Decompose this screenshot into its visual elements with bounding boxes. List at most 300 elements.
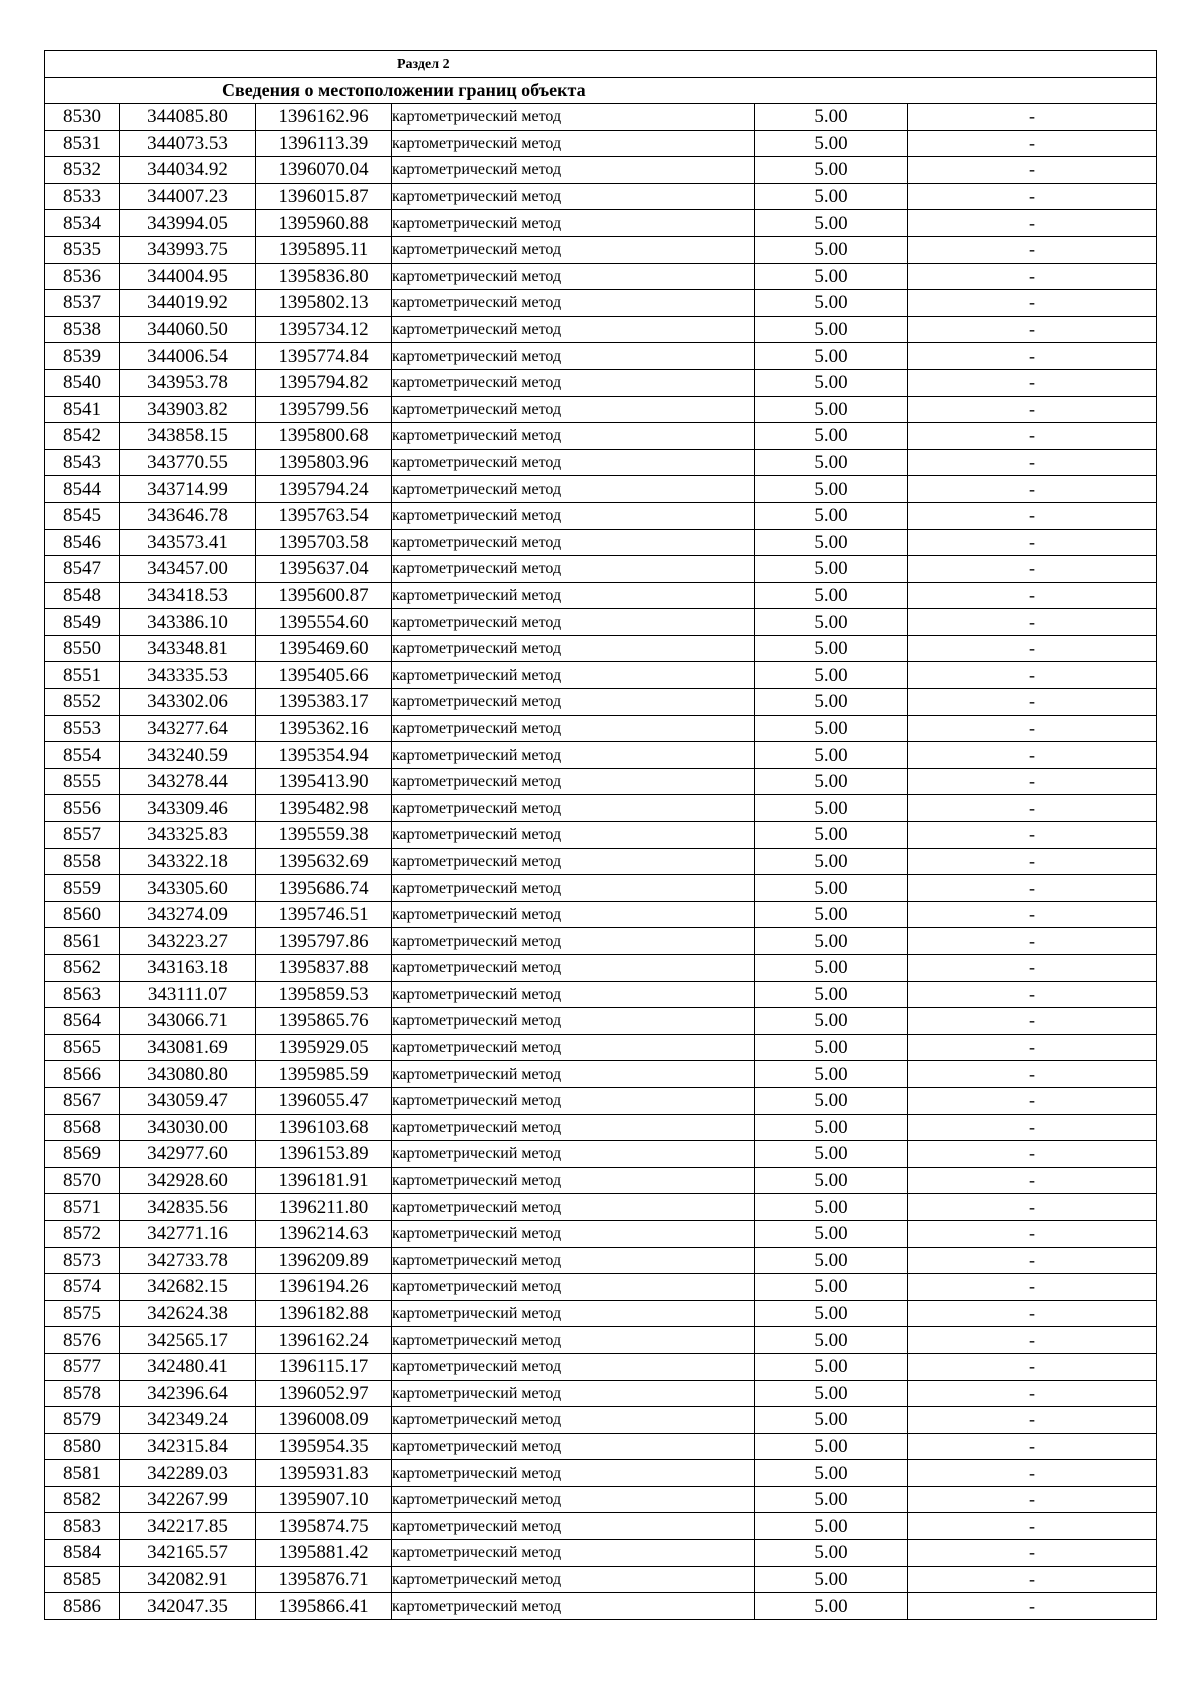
method-cell: картометрический метод	[392, 795, 755, 822]
description-cell: -	[908, 1540, 1157, 1567]
method-cell: картометрический метод	[392, 1486, 755, 1513]
section-label: Раздел 2	[45, 51, 1157, 78]
table-row	[45, 396, 1157, 423]
y-coordinate-cell: 1396214.63	[256, 1220, 392, 1247]
x-coordinate-cell: 342349.24	[120, 1407, 256, 1434]
x-coordinate-cell: 343770.55	[120, 449, 256, 476]
method-cell: картометрический метод	[392, 1061, 755, 1088]
y-coordinate-cell: 1395763.54	[256, 502, 392, 529]
description-cell: -	[908, 1274, 1157, 1301]
accuracy-cell: 5.00	[755, 423, 908, 450]
point-number-cell: 8536	[45, 263, 120, 290]
accuracy-cell: 5.00	[755, 1061, 908, 1088]
point-number-cell: 8532	[45, 157, 120, 184]
method-cell: картометрический метод	[392, 901, 755, 928]
accuracy-cell: 5.00	[755, 1593, 908, 1620]
method-cell: картометрический метод	[392, 582, 755, 609]
method-cell: картометрический метод	[392, 1167, 755, 1194]
method-cell: картометрический метод	[392, 1114, 755, 1141]
x-coordinate-cell: 343348.81	[120, 635, 256, 662]
table-row	[45, 1327, 1157, 1354]
y-coordinate-cell: 1395686.74	[256, 875, 392, 902]
y-coordinate-cell: 1396070.04	[256, 157, 392, 184]
x-coordinate-cell: 343030.00	[120, 1114, 256, 1141]
accuracy-cell: 5.00	[755, 901, 908, 928]
point-number-cell: 8550	[45, 635, 120, 662]
description-cell: -	[908, 1593, 1157, 1620]
method-cell: картометрический метод	[392, 1034, 755, 1061]
x-coordinate-cell: 343457.00	[120, 556, 256, 583]
accuracy-cell: 5.00	[755, 502, 908, 529]
table-row	[45, 742, 1157, 769]
accuracy-cell: 5.00	[755, 183, 908, 210]
y-coordinate-cell: 1395600.87	[256, 582, 392, 609]
y-coordinate-cell: 1395774.84	[256, 343, 392, 370]
y-coordinate-cell: 1395907.10	[256, 1486, 392, 1513]
accuracy-cell: 5.00	[755, 449, 908, 476]
x-coordinate-cell: 343993.75	[120, 236, 256, 263]
description-cell: -	[908, 901, 1157, 928]
method-cell: картометрический метод	[392, 1274, 755, 1301]
x-coordinate-cell: 342977.60	[120, 1141, 256, 1168]
description-cell: -	[908, 1167, 1157, 1194]
table-row	[45, 1433, 1157, 1460]
point-number-cell: 8540	[45, 369, 120, 396]
point-number-cell: 8575	[45, 1300, 120, 1327]
description-cell: -	[908, 263, 1157, 290]
accuracy-cell: 5.00	[755, 396, 908, 423]
x-coordinate-cell: 343274.09	[120, 901, 256, 928]
accuracy-cell: 5.00	[755, 635, 908, 662]
point-number-cell: 8573	[45, 1247, 120, 1274]
table-row	[45, 1300, 1157, 1327]
y-coordinate-cell: 1395469.60	[256, 635, 392, 662]
method-cell: картометрический метод	[392, 689, 755, 716]
accuracy-cell: 5.00	[755, 1540, 908, 1567]
table-row	[45, 1540, 1157, 1567]
table-row	[45, 1008, 1157, 1035]
accuracy-cell: 5.00	[755, 1247, 908, 1274]
description-cell: -	[908, 609, 1157, 636]
method-cell: картометрический метод	[392, 343, 755, 370]
table-row	[45, 1194, 1157, 1221]
table-row	[45, 795, 1157, 822]
description-cell: -	[908, 449, 1157, 476]
y-coordinate-cell: 1396008.09	[256, 1407, 392, 1434]
accuracy-cell: 5.00	[755, 662, 908, 689]
y-coordinate-cell: 1395865.76	[256, 1008, 392, 1035]
description-cell: -	[908, 316, 1157, 343]
point-number-cell: 8563	[45, 981, 120, 1008]
point-number-cell: 8546	[45, 529, 120, 556]
point-number-cell: 8569	[45, 1141, 120, 1168]
x-coordinate-cell: 343386.10	[120, 609, 256, 636]
accuracy-cell: 5.00	[755, 1274, 908, 1301]
description-cell: -	[908, 210, 1157, 237]
table-row	[45, 689, 1157, 716]
x-coordinate-cell: 344019.92	[120, 290, 256, 317]
table-row	[45, 1380, 1157, 1407]
boundary-coordinates-table	[44, 50, 1157, 1620]
x-coordinate-cell: 343302.06	[120, 689, 256, 716]
accuracy-cell: 5.00	[755, 955, 908, 982]
method-cell: картометрический метод	[392, 742, 755, 769]
method-cell: картометрический метод	[392, 1566, 755, 1593]
x-coordinate-cell: 342217.85	[120, 1513, 256, 1540]
description-cell: -	[908, 1460, 1157, 1487]
point-number-cell: 8572	[45, 1220, 120, 1247]
description-cell: -	[908, 529, 1157, 556]
x-coordinate-cell: 343309.46	[120, 795, 256, 822]
accuracy-cell: 5.00	[755, 1353, 908, 1380]
y-coordinate-cell: 1396055.47	[256, 1087, 392, 1114]
method-cell: картометрический метод	[392, 1540, 755, 1567]
y-coordinate-cell: 1395383.17	[256, 689, 392, 716]
method-cell: картометрический метод	[392, 1141, 755, 1168]
table-row	[45, 290, 1157, 317]
description-cell: -	[908, 423, 1157, 450]
method-cell: картометрический метод	[392, 1513, 755, 1540]
point-number-cell: 8584	[45, 1540, 120, 1567]
y-coordinate-cell: 1395703.58	[256, 529, 392, 556]
description-cell: -	[908, 476, 1157, 503]
method-cell: картометрический метод	[392, 955, 755, 982]
y-coordinate-cell: 1395931.83	[256, 1460, 392, 1487]
description-cell: -	[908, 1114, 1157, 1141]
description-cell: -	[908, 715, 1157, 742]
y-coordinate-cell: 1396015.87	[256, 183, 392, 210]
table-row	[45, 1486, 1157, 1513]
y-coordinate-cell: 1395482.98	[256, 795, 392, 822]
description-cell: -	[908, 689, 1157, 716]
point-number-cell: 8557	[45, 822, 120, 849]
table-row	[45, 1513, 1157, 1540]
method-cell: картометрический метод	[392, 449, 755, 476]
point-number-cell: 8581	[45, 1460, 120, 1487]
description-cell: -	[908, 157, 1157, 184]
x-coordinate-cell: 342682.15	[120, 1274, 256, 1301]
description-cell: -	[908, 1194, 1157, 1221]
y-coordinate-cell: 1396181.91	[256, 1167, 392, 1194]
description-cell: -	[908, 662, 1157, 689]
x-coordinate-cell: 342165.57	[120, 1540, 256, 1567]
y-coordinate-cell: 1395797.86	[256, 928, 392, 955]
accuracy-cell: 5.00	[755, 263, 908, 290]
point-number-cell: 8568	[45, 1114, 120, 1141]
point-number-cell: 8577	[45, 1353, 120, 1380]
x-coordinate-cell: 343066.71	[120, 1008, 256, 1035]
description-cell: -	[908, 848, 1157, 875]
point-number-cell: 8554	[45, 742, 120, 769]
description-cell: -	[908, 502, 1157, 529]
method-cell: картометрический метод	[392, 822, 755, 849]
description-cell: -	[908, 1486, 1157, 1513]
description-cell: -	[908, 955, 1157, 982]
table-row	[45, 1407, 1157, 1434]
accuracy-cell: 5.00	[755, 476, 908, 503]
method-cell: картометрический метод	[392, 556, 755, 583]
x-coordinate-cell: 342315.84	[120, 1433, 256, 1460]
table-row	[45, 1460, 1157, 1487]
table-row	[45, 848, 1157, 875]
table-row	[45, 822, 1157, 849]
point-number-cell: 8565	[45, 1034, 120, 1061]
point-number-cell: 8583	[45, 1513, 120, 1540]
method-cell: картометрический метод	[392, 130, 755, 157]
method-cell: картометрический метод	[392, 1327, 755, 1354]
method-cell: картометрический метод	[392, 316, 755, 343]
table-row	[45, 343, 1157, 370]
point-number-cell: 8559	[45, 875, 120, 902]
y-coordinate-cell: 1396115.17	[256, 1353, 392, 1380]
point-number-cell: 8566	[45, 1061, 120, 1088]
point-number-cell: 8586	[45, 1593, 120, 1620]
method-cell: картометрический метод	[392, 1087, 755, 1114]
description-cell: -	[908, 104, 1157, 131]
method-cell: картометрический метод	[392, 1353, 755, 1380]
table-row	[45, 210, 1157, 237]
x-coordinate-cell: 343714.99	[120, 476, 256, 503]
point-number-cell: 8530	[45, 104, 120, 131]
method-cell: картометрический метод	[392, 1380, 755, 1407]
method-cell: картометрический метод	[392, 1008, 755, 1035]
accuracy-cell: 5.00	[755, 582, 908, 609]
accuracy-cell: 5.00	[755, 290, 908, 317]
x-coordinate-cell: 343111.07	[120, 981, 256, 1008]
x-coordinate-cell: 342565.17	[120, 1327, 256, 1354]
point-number-cell: 8574	[45, 1274, 120, 1301]
point-number-cell: 8582	[45, 1486, 120, 1513]
point-number-cell: 8551	[45, 662, 120, 689]
x-coordinate-cell: 343418.53	[120, 582, 256, 609]
table-row	[45, 104, 1157, 131]
method-cell: картометрический метод	[392, 715, 755, 742]
method-cell: картометрический метод	[392, 423, 755, 450]
table-row	[45, 556, 1157, 583]
x-coordinate-cell: 344007.23	[120, 183, 256, 210]
description-cell: -	[908, 928, 1157, 955]
table-row	[45, 476, 1157, 503]
y-coordinate-cell: 1396162.96	[256, 104, 392, 131]
method-cell: картометрический метод	[392, 157, 755, 184]
method-cell: картометрический метод	[392, 104, 755, 131]
x-coordinate-cell: 343081.69	[120, 1034, 256, 1061]
point-number-cell: 8562	[45, 955, 120, 982]
x-coordinate-cell: 343223.27	[120, 928, 256, 955]
point-number-cell: 8539	[45, 343, 120, 370]
x-coordinate-cell: 344073.53	[120, 130, 256, 157]
accuracy-cell: 5.00	[755, 1087, 908, 1114]
description-cell: -	[908, 1141, 1157, 1168]
description-cell: -	[908, 183, 1157, 210]
method-cell: картометрический метод	[392, 1220, 755, 1247]
x-coordinate-cell: 342082.91	[120, 1566, 256, 1593]
point-number-cell: 8531	[45, 130, 120, 157]
accuracy-cell: 5.00	[755, 742, 908, 769]
description-cell: -	[908, 795, 1157, 822]
description-cell: -	[908, 1513, 1157, 1540]
y-coordinate-cell: 1396194.26	[256, 1274, 392, 1301]
y-coordinate-cell: 1396113.39	[256, 130, 392, 157]
table-row	[45, 662, 1157, 689]
table-row	[45, 928, 1157, 955]
table-row	[45, 1141, 1157, 1168]
point-number-cell: 8547	[45, 556, 120, 583]
accuracy-cell: 5.00	[755, 343, 908, 370]
accuracy-cell: 5.00	[755, 1486, 908, 1513]
description-cell: -	[908, 582, 1157, 609]
point-number-cell: 8538	[45, 316, 120, 343]
method-cell: картометрический метод	[392, 1433, 755, 1460]
method-cell: картометрический метод	[392, 635, 755, 662]
accuracy-cell: 5.00	[755, 104, 908, 131]
description-cell: -	[908, 1327, 1157, 1354]
accuracy-cell: 5.00	[755, 795, 908, 822]
point-number-cell: 8585	[45, 1566, 120, 1593]
y-coordinate-cell: 1396209.89	[256, 1247, 392, 1274]
x-coordinate-cell: 344004.95	[120, 263, 256, 290]
x-coordinate-cell: 343059.47	[120, 1087, 256, 1114]
y-coordinate-cell: 1395929.05	[256, 1034, 392, 1061]
y-coordinate-cell: 1395799.56	[256, 396, 392, 423]
y-coordinate-cell: 1395859.53	[256, 981, 392, 1008]
method-cell: картометрический метод	[392, 1300, 755, 1327]
table-row	[45, 1247, 1157, 1274]
description-cell: -	[908, 768, 1157, 795]
x-coordinate-cell: 343325.83	[120, 822, 256, 849]
point-number-cell: 8535	[45, 236, 120, 263]
point-number-cell: 8549	[45, 609, 120, 636]
y-coordinate-cell: 1395405.66	[256, 662, 392, 689]
point-number-cell: 8571	[45, 1194, 120, 1221]
y-coordinate-cell: 1395837.88	[256, 955, 392, 982]
description-cell: -	[908, 290, 1157, 317]
method-cell: картометрический метод	[392, 1407, 755, 1434]
point-number-cell: 8552	[45, 689, 120, 716]
x-coordinate-cell: 342928.60	[120, 1167, 256, 1194]
accuracy-cell: 5.00	[755, 130, 908, 157]
x-coordinate-cell: 344060.50	[120, 316, 256, 343]
point-number-cell: 8561	[45, 928, 120, 955]
x-coordinate-cell: 343080.80	[120, 1061, 256, 1088]
y-coordinate-cell: 1395866.41	[256, 1593, 392, 1620]
x-coordinate-cell: 342771.16	[120, 1220, 256, 1247]
accuracy-cell: 5.00	[755, 1300, 908, 1327]
method-cell: картометрический метод	[392, 1247, 755, 1274]
accuracy-cell: 5.00	[755, 316, 908, 343]
point-number-cell: 8537	[45, 290, 120, 317]
method-cell: картометрический метод	[392, 529, 755, 556]
x-coordinate-cell: 344085.80	[120, 104, 256, 131]
point-number-cell: 8578	[45, 1380, 120, 1407]
x-coordinate-cell: 342624.38	[120, 1300, 256, 1327]
accuracy-cell: 5.00	[755, 210, 908, 237]
y-coordinate-cell: 1396211.80	[256, 1194, 392, 1221]
y-coordinate-cell: 1395632.69	[256, 848, 392, 875]
x-coordinate-cell: 343994.05	[120, 210, 256, 237]
x-coordinate-cell: 343335.53	[120, 662, 256, 689]
table-row	[45, 263, 1157, 290]
y-coordinate-cell: 1396153.89	[256, 1141, 392, 1168]
description-cell: -	[908, 1061, 1157, 1088]
y-coordinate-cell: 1395746.51	[256, 901, 392, 928]
accuracy-cell: 5.00	[755, 715, 908, 742]
x-coordinate-cell: 342267.99	[120, 1486, 256, 1513]
table-row	[45, 715, 1157, 742]
method-cell: картометрический метод	[392, 1194, 755, 1221]
y-coordinate-cell: 1395954.35	[256, 1433, 392, 1460]
accuracy-cell: 5.00	[755, 1327, 908, 1354]
x-coordinate-cell: 343858.15	[120, 423, 256, 450]
table-row	[45, 130, 1157, 157]
method-cell: картометрический метод	[392, 502, 755, 529]
description-cell: -	[908, 130, 1157, 157]
y-coordinate-cell: 1395637.04	[256, 556, 392, 583]
table-row	[45, 236, 1157, 263]
description-cell: -	[908, 1087, 1157, 1114]
point-number-cell: 8567	[45, 1087, 120, 1114]
point-number-cell: 8555	[45, 768, 120, 795]
table-row	[45, 369, 1157, 396]
description-cell: -	[908, 875, 1157, 902]
point-number-cell: 8541	[45, 396, 120, 423]
y-coordinate-cell: 1395800.68	[256, 423, 392, 450]
table-row	[45, 502, 1157, 529]
table-row	[45, 1593, 1157, 1620]
table-row	[45, 1167, 1157, 1194]
y-coordinate-cell: 1396103.68	[256, 1114, 392, 1141]
y-coordinate-cell: 1395354.94	[256, 742, 392, 769]
x-coordinate-cell: 343322.18	[120, 848, 256, 875]
table-row	[45, 1034, 1157, 1061]
description-cell: -	[908, 635, 1157, 662]
accuracy-cell: 5.00	[755, 369, 908, 396]
description-cell: -	[908, 1380, 1157, 1407]
table-row	[45, 449, 1157, 476]
table-row	[45, 635, 1157, 662]
method-cell: картометрический метод	[392, 609, 755, 636]
x-coordinate-cell: 343646.78	[120, 502, 256, 529]
method-cell: картометрический метод	[392, 875, 755, 902]
description-cell: -	[908, 369, 1157, 396]
accuracy-cell: 5.00	[755, 609, 908, 636]
method-cell: картометрический метод	[392, 236, 755, 263]
method-cell: картометрический метод	[392, 263, 755, 290]
method-cell: картометрический метод	[392, 981, 755, 1008]
point-number-cell: 8576	[45, 1327, 120, 1354]
table-row	[45, 1220, 1157, 1247]
table-title: Сведения о местоположении границ объекта	[45, 78, 1157, 104]
description-cell: -	[908, 1247, 1157, 1274]
y-coordinate-cell: 1395881.42	[256, 1540, 392, 1567]
accuracy-cell: 5.00	[755, 556, 908, 583]
point-number-cell: 8579	[45, 1407, 120, 1434]
table-row	[45, 157, 1157, 184]
description-cell: -	[908, 236, 1157, 263]
method-cell: картометрический метод	[392, 768, 755, 795]
x-coordinate-cell: 342289.03	[120, 1460, 256, 1487]
table-row	[45, 1061, 1157, 1088]
x-coordinate-cell: 342047.35	[120, 1593, 256, 1620]
accuracy-cell: 5.00	[755, 1433, 908, 1460]
accuracy-cell: 5.00	[755, 1220, 908, 1247]
accuracy-cell: 5.00	[755, 848, 908, 875]
table-row	[45, 1566, 1157, 1593]
method-cell: картометрический метод	[392, 662, 755, 689]
method-cell: картометрический метод	[392, 183, 755, 210]
y-coordinate-cell: 1395362.16	[256, 715, 392, 742]
method-cell: картометрический метод	[392, 210, 755, 237]
